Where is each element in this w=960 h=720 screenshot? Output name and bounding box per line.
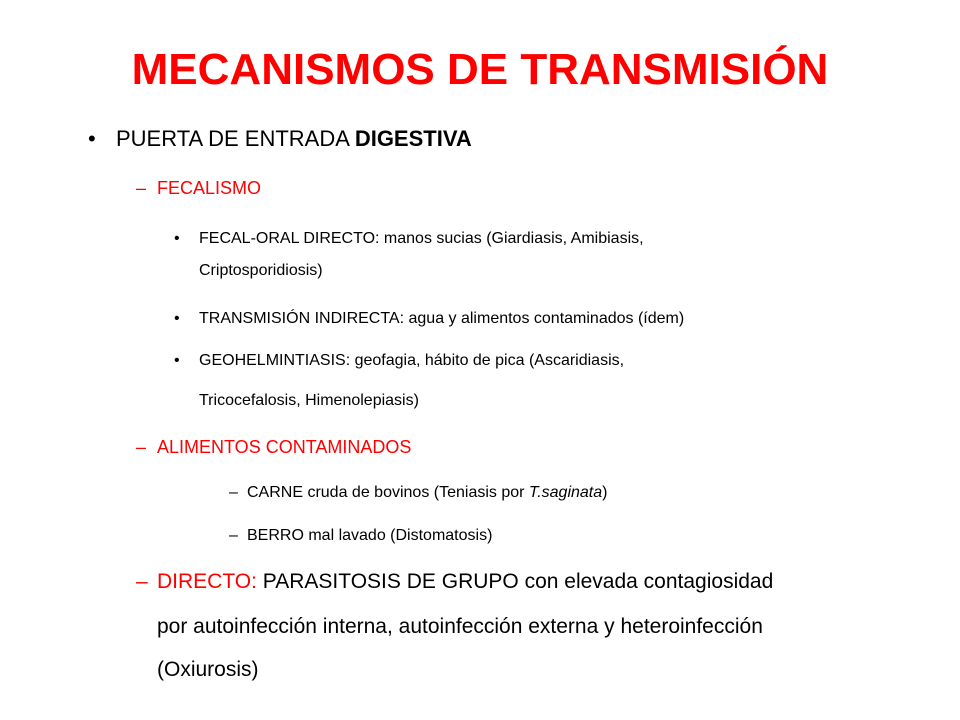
bullet-marker: • <box>88 126 96 151</box>
carne-close: ) <box>602 484 608 501</box>
main-point <box>116 124 472 154</box>
main-point-emphasis: DIGESTIVA <box>354 126 472 151</box>
bullet-marker: • <box>174 230 180 247</box>
directo-line-2: por autoinfección interna, autoinfección externa y heteroinfección <box>157 615 763 638</box>
dash-marker: – <box>229 527 238 544</box>
geohelmintiasis-line-1: GEOHELMINTIASIS: geofagia, hábito de pica (Ascaridiasis, <box>199 352 625 369</box>
bullet-marker: • <box>174 310 180 327</box>
berro-line: BERRO mal lavado (Distomatosis) <box>247 527 493 544</box>
geohelmintiasis-line-2: Tricocefalosis, Himenolepiasis) <box>199 392 419 409</box>
directo-line-3: (Oxiurosis) <box>157 658 259 681</box>
dash-marker: – <box>136 178 147 198</box>
transmision-indirecta-line: TRANSMISIÓN INDIRECTA: agua y alimentos contaminados (ídem) <box>199 310 685 327</box>
carne-text: CARNE cruda de bovinos (Teniasis por <box>247 484 529 501</box>
directo-label: DIRECTO: <box>157 570 263 593</box>
dash-marker: – <box>229 484 238 501</box>
fecal-oral-line-1: FECAL-ORAL DIRECTO: manos sucias (Giardiasis, Amibiasis, <box>199 230 644 247</box>
directo-line-1 <box>157 567 773 597</box>
bullet-marker: • <box>174 352 180 369</box>
fecal-oral-line-2: Criptosporidiosis) <box>199 262 323 279</box>
dash-marker: – <box>136 570 148 593</box>
carne-species: T.saginata <box>528 484 603 501</box>
carne-line <box>247 481 607 505</box>
directo-text-1: PARASITOSIS DE GRUPO con elevada contagiosidad <box>262 570 774 593</box>
main-point-prefix: PUERTA DE ENTRADA <box>116 126 355 151</box>
fecalismo-heading: FECALISMO <box>157 178 262 198</box>
dash-marker: – <box>136 437 147 457</box>
alimentos-heading: ALIMENTOS CONTAMINADOS <box>157 437 412 457</box>
slide-title: MECANISMOS DE TRANSMISIÓN <box>131 45 829 94</box>
